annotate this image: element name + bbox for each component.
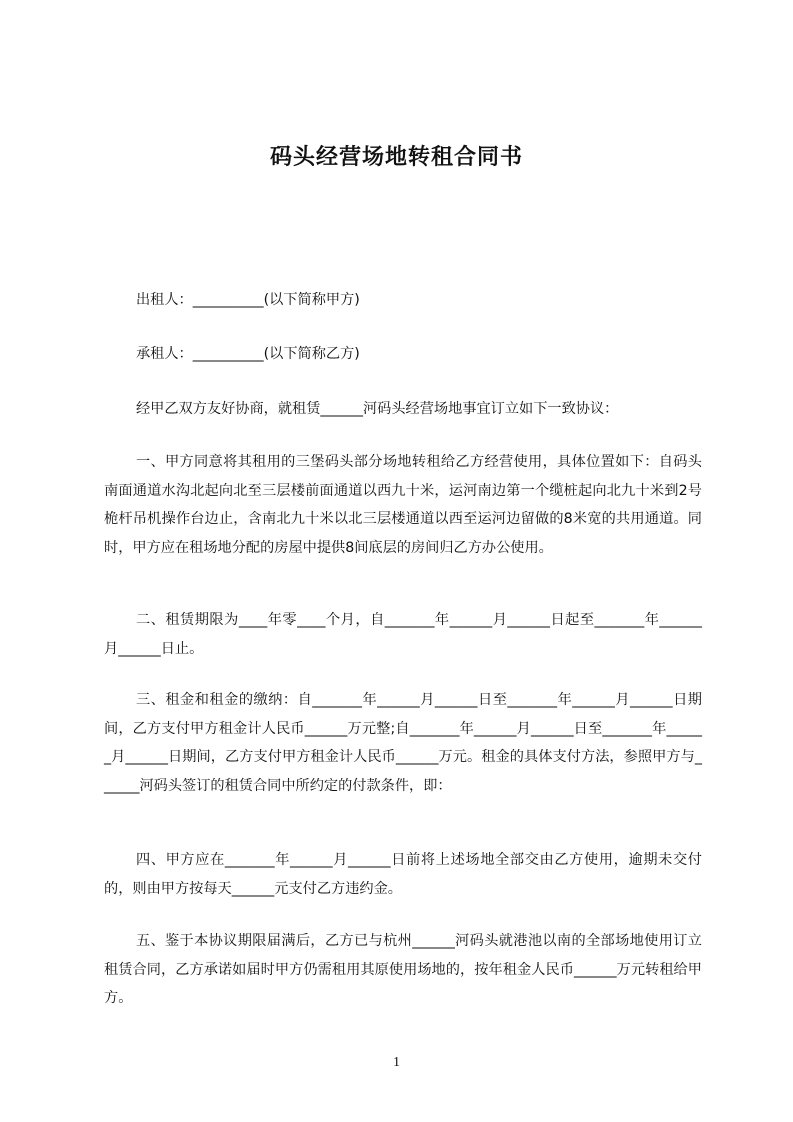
document-title: 码头经营场地转租合同书 <box>269 145 523 170</box>
clause-4-paragraph: 四、甲方应在_______年______月______日前将上述场地全部交由乙方使用，逾期未交付的，则由甲方按每天______元支付乙方违约金。 <box>104 852 702 897</box>
clause-2-paragraph: 二、租赁期限为____年零____个月，自_______年______月______日起至_______年______月______日止。 <box>104 612 702 657</box>
clause-1-paragraph: 一、甲方同意将其租用的三堡码头部分场地转租给乙方经营使用，具体位置如下：自码头南面通道水沟北起向北至三层楼前面通道以西九十米，运河南边第一个缆桩起向北九十米到2号桅杆吊机操作台边止，含南北九十米以北三层楼通道以西至运河边留做的8米宽的共用通道。同时，甲方应在租场地分配的房屋中提供8间底层的房间归乙方办公使用。 <box>104 454 702 556</box>
intro-paragraph: 经甲乙双方友好协商，就租赁______河码头经营场地事宜订立如下一致协议： <box>135 401 619 417</box>
clause-5-paragraph: 五、鉴于本协议期限届满后，乙方已与杭州______河码头就港池以南的全部场地使用订立租赁合同，乙方承诺如届时甲方仍需租用其原使用场地的，按年租金人民币______万元转租给甲方。 <box>104 933 702 1006</box>
clause-3-paragraph: 三、租金和租金的缴纳：自_______年______月______日至_______年______月______日期间，乙方支付甲方租金计人民币______万元整;自_______年______月______日至_______年______月______日期间，乙方支付甲方租金计人民币______万元。租金的具体支付方法，参照甲方与______河码头签订的租赁合同中所约定的付款条件，即： <box>104 692 702 794</box>
page-number: 1 <box>393 1055 400 1070</box>
lessee-line: 承租人：__________(以下简称乙方) <box>135 346 360 362</box>
lessor-line: 出租人：__________(以下简称甲方) <box>135 292 360 308</box>
